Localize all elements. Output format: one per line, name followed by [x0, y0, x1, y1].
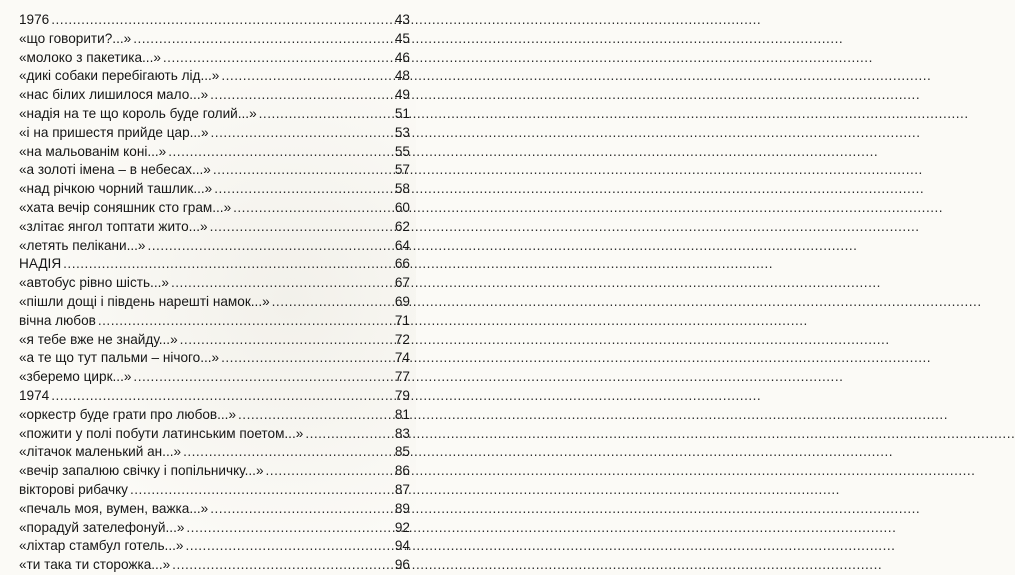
toc-entry-title: «що говорити?...» [19, 30, 132, 46]
dot-leader [213, 161, 394, 180]
toc-entry [19, 425, 410, 444]
dot-leader [183, 443, 394, 462]
toc-entry-title: «молоко з пакетика...» [19, 49, 161, 65]
dot-leader [186, 519, 393, 538]
toc-entry [19, 293, 410, 312]
toc-entry [19, 105, 410, 124]
dot-leader [51, 387, 394, 406]
toc-entry [19, 49, 410, 68]
toc-entry [19, 331, 410, 350]
toc-entry-page: 62 [394, 218, 410, 234]
dot-leader [172, 556, 394, 575]
dot-leader [63, 255, 394, 274]
toc-entry-page: 96 [394, 557, 410, 573]
toc-entry-page: 83 [394, 425, 410, 441]
toc-entry [19, 368, 410, 387]
toc-entry-page: 94 [394, 538, 410, 554]
toc-entry-page: 89 [394, 500, 410, 516]
toc-entry-page: 43 [394, 12, 410, 27]
toc-entry-title: «ти така ти сторожка...» [19, 557, 171, 573]
dot-leader [272, 293, 394, 312]
toc-entry-title: «злітає янгол топтати жито...» [19, 218, 208, 234]
dot-leader [221, 349, 394, 368]
toc-entry-page: 45 [394, 30, 410, 46]
toc-entry-title: «летять пелікани...» [19, 237, 146, 253]
dot-leader [130, 481, 394, 500]
toc-entry-title: «літачок маленький ан...» [19, 444, 182, 460]
toc-entry-title: 1974 [19, 387, 50, 403]
toc-entry-page: 60 [394, 199, 410, 215]
toc-entry-page: 81 [394, 406, 410, 422]
dot-leader [180, 331, 394, 350]
dot-leader [210, 218, 394, 237]
toc-entry [19, 443, 410, 462]
dot-leader [163, 49, 394, 68]
dot-leader [211, 124, 394, 143]
dot-leader [185, 537, 393, 556]
toc-entry-title: «надія на те що король буде голий...» [19, 105, 257, 121]
dot-leader [133, 30, 394, 49]
toc-entry-page: 85 [394, 444, 410, 460]
toc-entry [19, 143, 410, 162]
toc-entry-page: 77 [394, 369, 410, 385]
dot-leader [266, 462, 394, 481]
toc-entry-title: «і на пришестя прийде цар...» [19, 124, 209, 140]
toc-entry-title: «автобус рівно шість...» [19, 275, 169, 291]
toc-entry [19, 349, 410, 368]
toc-entry [19, 387, 410, 406]
toc-entry-title: «а золоті імена – в небесах...» [19, 162, 211, 178]
toc-entry [19, 312, 410, 331]
toc-entry [19, 180, 410, 199]
toc-entry-page: 49 [394, 87, 410, 103]
dot-leader [148, 237, 394, 256]
toc-entry [19, 255, 410, 274]
dot-leader [210, 500, 394, 519]
toc-entry [19, 218, 410, 237]
toc-entry-title: «на мальованім коні...» [19, 143, 167, 159]
toc-entry-page: 46 [394, 49, 410, 65]
toc-entry-title: вічна любов [19, 312, 96, 328]
toc-entry-title: «нас білих лишилося мало...» [19, 87, 209, 103]
toc-entry [19, 462, 410, 481]
toc-entry-title: «пожити у полі побути латинським поетом...» [19, 425, 304, 441]
toc-entry-page: 71 [394, 312, 410, 328]
toc-entry [19, 86, 410, 105]
dot-leader [305, 425, 394, 444]
dot-leader [168, 143, 394, 162]
dot-leader [210, 86, 394, 105]
toc-entry-title: «вечір запалюю свічку і попільничку...» [19, 463, 264, 479]
toc-entry-page: 55 [394, 143, 410, 159]
toc-entry-page: 72 [394, 331, 410, 347]
toc-entry-page: 66 [394, 256, 410, 272]
toc-entry-page: 57 [394, 162, 410, 178]
toc-entry-title: «оркестр буде грати про любов...» [19, 406, 237, 422]
dot-leader [133, 368, 393, 387]
toc-entry-title: НАДІЯ [19, 256, 62, 272]
book-page [0, 0, 416, 573]
toc-entry-page: 67 [394, 275, 410, 291]
toc-entry [19, 11, 410, 30]
toc-entry-page: 58 [394, 181, 410, 197]
dot-leader [171, 274, 394, 293]
toc-entry [19, 67, 410, 86]
toc-entry-page: 64 [394, 237, 410, 253]
dot-leader [221, 67, 394, 86]
toc-entry [19, 537, 410, 556]
toc-entry-title: «ліхтар стамбул готель...» [19, 538, 184, 554]
dot-leader [98, 312, 394, 331]
toc-entry-title: «над річкою чорний ташлик...» [19, 181, 213, 197]
toc-entry-title: 1976 [19, 12, 50, 27]
toc-entry [19, 556, 410, 575]
toc-entry-page: 69 [394, 293, 410, 309]
table-of-contents [19, 11, 410, 575]
toc-entry-page: 53 [394, 124, 410, 140]
dot-leader [233, 199, 394, 218]
toc-entry-page: 86 [394, 463, 410, 479]
toc-entry-page: 51 [394, 105, 410, 121]
toc-entry-title: «порадуй зателефонуй...» [19, 519, 185, 535]
toc-entry [19, 481, 410, 500]
toc-entry [19, 519, 410, 538]
toc-entry-page: 74 [394, 350, 410, 366]
toc-entry-title: «хата вечір соняшник сто грам...» [19, 199, 232, 215]
toc-entry [19, 237, 410, 256]
toc-entry-title: вікторові рибачку [19, 481, 128, 497]
toc-entry-page: 87 [394, 481, 410, 497]
dot-leader [259, 105, 394, 124]
toc-entry-title: «зберемо цирк...» [19, 369, 132, 385]
toc-entry [19, 124, 410, 143]
toc-entry [19, 500, 410, 519]
dot-leader [51, 11, 394, 30]
toc-entry-title: «дикі собаки перебігають лід...» [19, 68, 220, 84]
dot-leader [238, 406, 394, 425]
toc-entry-title: «пішли дощі і південь нарешті намок...» [19, 293, 270, 309]
toc-entry [19, 406, 410, 425]
toc-entry-title: «я тебе вже не знайду...» [19, 331, 178, 347]
toc-entry [19, 274, 410, 293]
toc-entry-title: «печаль моя, вумен, важка...» [19, 500, 209, 516]
toc-entry [19, 199, 410, 218]
toc-entry-page: 92 [394, 519, 410, 535]
dot-leader [214, 180, 394, 199]
toc-entry-page: 79 [394, 387, 410, 403]
toc-entry [19, 161, 410, 180]
toc-entry [19, 30, 410, 49]
toc-entry-page: 48 [394, 68, 410, 84]
toc-entry-title: «а те що тут пальми – нічого...» [19, 350, 220, 366]
